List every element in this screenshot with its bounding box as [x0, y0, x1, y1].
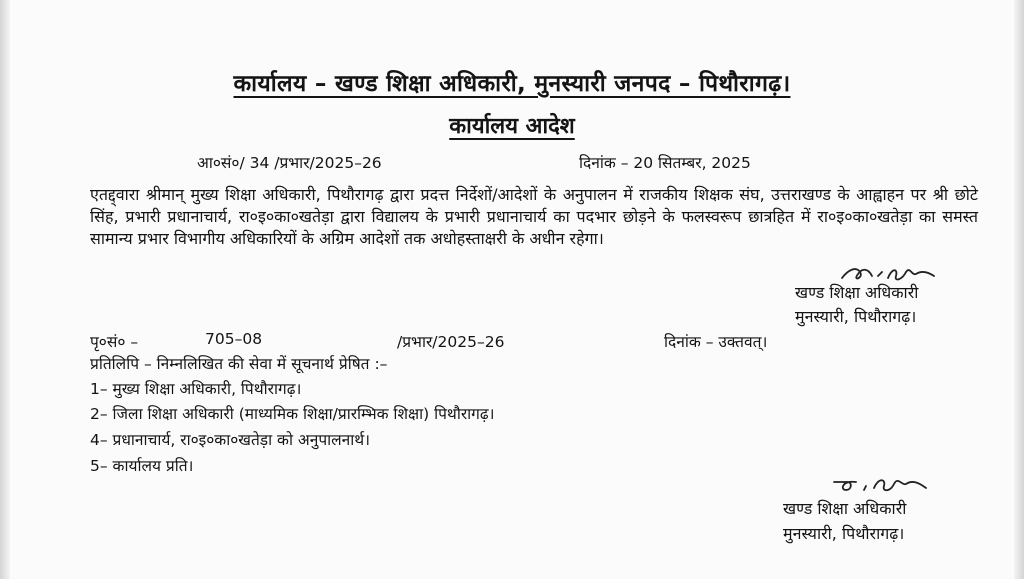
signatory-place: मुनस्यारी, पिथौरागढ़।	[783, 524, 905, 543]
copy-date: दिनांक – उक्तवत्।	[664, 333, 768, 351]
copy-number: 705–08	[205, 330, 263, 348]
order-date: दिनांक – 20 सितम्बर, 2025	[579, 154, 751, 172]
copy-item: 4– प्रधानाचार्य, रा०इ०का०खतेड़ा को अनुपालनार्थ।	[90, 431, 371, 449]
copy-item: 1– मुख्य शिक्षा अधिकारी, पिथौरागढ़।	[90, 380, 302, 398]
copy-item: 2– जिला शिक्षा अधिकारी (माध्यमिक शिक्षा/प्रारम्भिक शिक्षा) पिथौरागढ़।	[90, 405, 495, 423]
order-number: आ०सं०/ 34 /प्रभार/2025–26	[197, 154, 382, 172]
copy-charge: /प्रभार/2025–26	[397, 333, 505, 351]
office-heading: कार्यालय – खण्ड शिक्षा अधिकारी, मुनस्यारी जनपद – पिथौरागढ़।	[233, 71, 791, 97]
signatory-title: खण्ड शिक्षा अधिकारी	[783, 499, 907, 518]
copy-heading: प्रतिलिपि – निम्नलिखित की सेवा में सूचनार्थ प्रेषित :–	[90, 355, 388, 373]
signature-mark	[830, 472, 940, 498]
order-title: कार्यालय आदेश	[449, 114, 575, 139]
signatory-title: खण्ड शिक्षा अधिकारी	[795, 283, 919, 302]
signatory-place: मुनस्यारी, पिथौरागढ़।	[795, 307, 917, 326]
copy-item: 5– कार्यालय प्रति।	[90, 457, 194, 475]
order-body-paragraph: एतद्द्वारा श्रीमान् मुख्य शिक्षा अधिकारी, पिथौरागढ़ द्वारा प्रदत्त निर्देशों/आदेशों के अनुपालन में राजकीय शिक्षक संघ, उत्तराखण्ड के आह्वाहन पर श्री छोटे सिंह, प्रभारी प्रधानाचार्य, रा०इ०का०खतेड़ा द्वारा विद्यालय के प्रभारी प्रधानाचार्य का पदभार छोड़ने के फलस्वरूप छात्रहित में रा०इ०का०खतेड़ा का समस्त सामान्य प्रभार विभागीय अधिकारियों के अग्रिम आदेशों तक अधोहस्ताक्षरी के अधीन रहेगा।	[90, 185, 978, 248]
copy-number-label: पृ०सं० –	[90, 333, 139, 351]
